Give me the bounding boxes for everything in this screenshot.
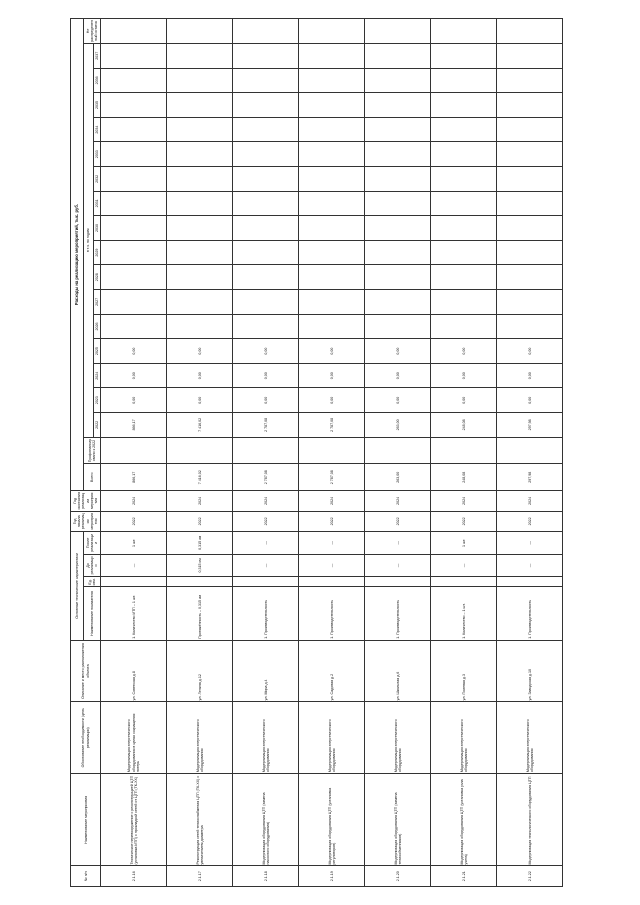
- cell-year-value: [431, 314, 497, 339]
- header-need: Обоснование необходимости (цель реализации): [71, 702, 101, 774]
- cell-name: Реконструкция сетей теплоснабжения ЦТП (ТК-XX) с увеличением диаметра: [167, 774, 233, 866]
- cell-before: 0,315 км: [167, 554, 233, 577]
- cell-year-start: 2022: [365, 511, 431, 532]
- cell-year-value: [299, 117, 365, 142]
- cell-after: —: [233, 532, 299, 555]
- cell-year-value: [101, 167, 167, 192]
- cell-year-value: [233, 216, 299, 241]
- cell-year-value: 0,00: [365, 363, 431, 388]
- cell-name: Модернизация оборудования ЦТП (замена теплообменников): [365, 774, 431, 866]
- cell-indicator: Протяжённость – 0,315 км: [167, 587, 233, 640]
- cell-year-value: 0,00: [167, 363, 233, 388]
- header-year-2029: 2029: [94, 240, 101, 265]
- cell-year-value: [431, 216, 497, 241]
- cell-indicator: 1. Производительность: [299, 587, 365, 640]
- cell-year-value: [497, 142, 563, 167]
- cell-object: ул. Мира д.4: [233, 640, 299, 702]
- table-row: [431, 19, 497, 887]
- cell-undistributed: [431, 19, 497, 44]
- cell-year-value: [101, 68, 167, 93]
- cell-year-value: [365, 43, 431, 68]
- cell-num: 2.1.21: [431, 866, 497, 887]
- cell-name: Модернизация оборудования ЦТП (установка узла учета): [431, 774, 497, 866]
- cell-year-value: [101, 43, 167, 68]
- cell-year-value: [233, 117, 299, 142]
- cell-year-value: [299, 290, 365, 315]
- cell-year-value: [167, 167, 233, 192]
- cell-year-value: [497, 240, 563, 265]
- cell-year-value: 297,98: [497, 413, 563, 438]
- cell-year-value: [101, 142, 167, 167]
- cell-year-value: [233, 290, 299, 315]
- cell-indicator: 1. Производительность: [497, 587, 563, 640]
- cell-year-value: [299, 43, 365, 68]
- cell-year-value: [497, 43, 563, 68]
- header-total: Всего: [84, 464, 101, 491]
- cell-year-value: [299, 314, 365, 339]
- cell-year-value: [167, 191, 233, 216]
- cell-year-start: 2022: [233, 511, 299, 532]
- cell-undistributed: [365, 19, 431, 44]
- cell-year-value: [365, 191, 431, 216]
- header-year-2028: 2028: [94, 265, 101, 290]
- cell-year-start: 2022: [431, 511, 497, 532]
- cell-before: —: [299, 554, 365, 577]
- header-costs-title: Расходы на реализацию мероприятий, тыс. руб.: [71, 19, 84, 491]
- cell-year-value: [299, 265, 365, 290]
- cell-year-value: [299, 142, 365, 167]
- cell-need: Модернизация энергетического оборудования: [299, 702, 365, 774]
- cell-year-value: [167, 68, 233, 93]
- cell-before: —: [233, 554, 299, 577]
- cell-year-value: 0,00: [233, 339, 299, 364]
- cell-year-value: [365, 142, 431, 167]
- cell-after: 0,315 км: [167, 532, 233, 555]
- cell-year-value: [167, 117, 233, 142]
- cell-num: 2.1.18: [233, 866, 299, 887]
- cell-year-value: 0,00: [299, 339, 365, 364]
- cell-year-value: [233, 142, 299, 167]
- cell-object: ул. Ленина д.12: [167, 640, 233, 702]
- cell-year-value: 0,00: [365, 339, 431, 364]
- cell-total: 866,17: [101, 464, 167, 491]
- cell-year-value: [299, 191, 365, 216]
- table-row: [101, 19, 167, 887]
- cell-name: Модернизация оборудования ЦТП (замена насосного оборудования): [233, 774, 299, 866]
- header-year-2033: 2033: [94, 142, 101, 167]
- cell-after: —: [299, 532, 365, 555]
- cell-object: ул. Заводская д.10: [497, 640, 563, 702]
- header-year-2034: 2034: [94, 117, 101, 142]
- header-by-years: в т.ч. по годам: [84, 43, 94, 437]
- cell-year-value: [101, 93, 167, 118]
- cell-year-end: 2024: [167, 491, 233, 512]
- cell-unit: [365, 577, 431, 587]
- cell-year-value: [497, 265, 563, 290]
- cell-year-value: 2 787,08: [299, 413, 365, 438]
- cell-year-value: [101, 117, 167, 142]
- cell-year-value: [167, 43, 233, 68]
- cell-year-value: [167, 216, 233, 241]
- table-row: [167, 19, 233, 887]
- cell-year-value: [365, 68, 431, 93]
- cell-year-value: 0,00: [299, 363, 365, 388]
- cell-year-value: [167, 240, 233, 265]
- cell-object: ул. Полевая д.3: [431, 640, 497, 702]
- cell-year-value: 7 416,02: [167, 413, 233, 438]
- rotated-document-sheet: [70, 18, 604, 887]
- cell-year-value: [497, 191, 563, 216]
- cell-year-value: [101, 290, 167, 315]
- cell-year-value: [233, 167, 299, 192]
- cell-year-value: 248,08: [431, 413, 497, 438]
- cell-year-value: [101, 191, 167, 216]
- cell-year-value: [365, 314, 431, 339]
- cell-year-value: [233, 191, 299, 216]
- header-year-2022: 2022: [94, 413, 101, 438]
- header-year-start: Год начала реализации мероприятия: [71, 511, 101, 532]
- cell-year-value: [101, 314, 167, 339]
- cell-unit: [233, 577, 299, 587]
- cell-year-value: 0,00: [497, 363, 563, 388]
- cell-year-value: 263,00: [365, 413, 431, 438]
- cell-year-value: [431, 68, 497, 93]
- cell-year-value: [299, 240, 365, 265]
- cell-name: Модернизация технологического оборудования ЦТП: [497, 774, 563, 866]
- cell-before: —: [497, 554, 563, 577]
- cell-total: 2 787,08: [233, 464, 299, 491]
- cell-indicator: 1. Количество – 1 шт.: [431, 587, 497, 640]
- cell-year-value: 0,00: [101, 339, 167, 364]
- cell-year-value: [497, 117, 563, 142]
- header-year-2035: 2035: [94, 93, 101, 118]
- header-year-2037: 2037: [94, 43, 101, 68]
- cell-year-value: [497, 68, 563, 93]
- cell-after: 1 шт.: [101, 532, 167, 555]
- cell-year-value: [101, 240, 167, 265]
- cell-undistributed: [233, 19, 299, 44]
- cell-after: —: [365, 532, 431, 555]
- cell-year-value: [299, 68, 365, 93]
- cell-year-value: [497, 167, 563, 192]
- cell-prev: [101, 437, 167, 464]
- cell-num: 2.1.16: [101, 866, 167, 887]
- header-unit: Ед. изм.: [84, 577, 101, 587]
- cell-year-value: [431, 290, 497, 315]
- header-year-2023: 2023: [94, 388, 101, 413]
- cell-year-value: 0,00: [299, 388, 365, 413]
- cell-year-end: 2024: [299, 491, 365, 512]
- cell-num: 2.1.22: [497, 866, 563, 887]
- cell-total: 7 416,02: [167, 464, 233, 491]
- cell-name: Модернизация оборудования ЦТП (установка регуляторов): [299, 774, 365, 866]
- cell-year-value: [497, 216, 563, 241]
- cell-year-value: [167, 265, 233, 290]
- cell-year-value: [101, 216, 167, 241]
- cell-object: ул. Советская д.8: [101, 640, 167, 702]
- cell-need: Модернизация энергетического оборудования в целях сокращения потерь: [101, 702, 167, 774]
- cell-year-value: [101, 265, 167, 290]
- cell-prev: [167, 437, 233, 464]
- cell-year-value: 0,00: [365, 388, 431, 413]
- cell-year-start: 2022: [299, 511, 365, 532]
- cell-year-value: [497, 290, 563, 315]
- cell-year-value: 0,00: [233, 363, 299, 388]
- cell-year-value: [431, 265, 497, 290]
- cell-year-value: [431, 167, 497, 192]
- cell-year-end: 2024: [233, 491, 299, 512]
- cell-year-value: [365, 265, 431, 290]
- header-year-2025: 2025: [94, 339, 101, 364]
- cell-year-value: 0,00: [497, 388, 563, 413]
- header-indicator: Наименование показателя: [84, 587, 101, 640]
- cell-year-value: [233, 265, 299, 290]
- cell-unit: [431, 577, 497, 587]
- cell-year-end: 2024: [101, 491, 167, 512]
- header-prev: Профинансировано к 2022: [84, 437, 101, 464]
- cell-indicator: 1. Количество ИТП – 1 шт.: [101, 587, 167, 640]
- cell-year-value: [365, 93, 431, 118]
- cell-year-value: 866,17: [101, 413, 167, 438]
- cell-year-value: [299, 93, 365, 118]
- cell-undistributed: [299, 19, 365, 44]
- cell-need: Модернизация энергетического оборудования: [233, 702, 299, 774]
- header-year-2030: 2030: [94, 216, 101, 241]
- cell-year-end: 2024: [431, 491, 497, 512]
- header-tech: Основные технические характеристики: [71, 532, 84, 641]
- cell-undistributed: [101, 19, 167, 44]
- cell-year-value: 0,00: [497, 339, 563, 364]
- cell-year-start: 2022: [101, 511, 167, 532]
- cell-indicator: 1. Производительность: [365, 587, 431, 640]
- cell-indicator: 1. Производительность: [233, 587, 299, 640]
- cell-prev: [365, 437, 431, 464]
- table-row: [233, 19, 299, 887]
- investment-table: [70, 18, 563, 887]
- cell-prev: [497, 437, 563, 464]
- cell-total: 263,00: [365, 464, 431, 491]
- cell-undistributed: [167, 19, 233, 44]
- cell-prev: [299, 437, 365, 464]
- header-year-2027: 2027: [94, 290, 101, 315]
- cell-name: Техническое перевооружение с реконструкцией ЦТП (установка ИТП) с прокладкой сетей от ЦТП (ТК-XX): [101, 774, 167, 866]
- cell-year-start: 2022: [167, 511, 233, 532]
- cell-year-value: [233, 93, 299, 118]
- cell-year-end: 2024: [365, 491, 431, 512]
- cell-year-value: [299, 167, 365, 192]
- cell-need: Модернизация энергетического оборудования: [497, 702, 563, 774]
- cell-total: 297,98: [497, 464, 563, 491]
- header-name: Наименование мероприятия: [71, 774, 101, 866]
- cell-before: —: [365, 554, 431, 577]
- cell-year-value: [431, 117, 497, 142]
- header-object: Описание и место расположения объекта: [71, 640, 101, 702]
- cell-year-value: [497, 93, 563, 118]
- cell-year-value: [365, 167, 431, 192]
- cell-year-value: 0,00: [167, 339, 233, 364]
- cell-year-value: 0,00: [431, 388, 497, 413]
- header-year-2032: 2032: [94, 167, 101, 192]
- cell-prev: [431, 437, 497, 464]
- cell-year-value: 0,00: [431, 339, 497, 364]
- cell-year-value: [431, 93, 497, 118]
- header-year-end: Год окончания реализации мероприятия: [71, 491, 101, 512]
- header-undistributed: Не распределенный остаток: [84, 19, 101, 44]
- cell-year-value: [233, 43, 299, 68]
- header-after: После реализации: [84, 532, 101, 555]
- cell-year-value: 0,00: [233, 388, 299, 413]
- cell-year-value: [299, 216, 365, 241]
- cell-year-value: [167, 290, 233, 315]
- header-year-2024: 2024: [94, 363, 101, 388]
- cell-year-value: [431, 240, 497, 265]
- cell-need: Модернизация энергетического оборудования: [431, 702, 497, 774]
- table-body: [101, 19, 563, 887]
- cell-year-value: 0,00: [167, 388, 233, 413]
- cell-need: Модернизация энергетического оборудования: [365, 702, 431, 774]
- cell-year-value: [233, 68, 299, 93]
- cell-num: 2.1.20: [365, 866, 431, 887]
- cell-total: 248,08: [431, 464, 497, 491]
- cell-year-value: [431, 191, 497, 216]
- cell-unit: [167, 577, 233, 587]
- cell-year-value: 0,00: [101, 388, 167, 413]
- cell-after: —: [497, 532, 563, 555]
- cell-object: ул. Школьная д.6: [365, 640, 431, 702]
- cell-year-value: [431, 43, 497, 68]
- cell-year-value: [365, 117, 431, 142]
- cell-year-end: 2024: [497, 491, 563, 512]
- cell-year-value: [233, 240, 299, 265]
- cell-before: —: [101, 554, 167, 577]
- header-num: № п/п: [71, 866, 101, 887]
- cell-year-value: 2 787,08: [233, 413, 299, 438]
- cell-object: ул. Садовая д.2: [299, 640, 365, 702]
- cell-year-value: [497, 314, 563, 339]
- cell-undistributed: [497, 19, 563, 44]
- cell-num: 2.1.19: [299, 866, 365, 887]
- cell-before: —: [431, 554, 497, 577]
- cell-total: 2 787,08: [299, 464, 365, 491]
- cell-unit: [101, 577, 167, 587]
- cell-unit: [299, 577, 365, 587]
- cell-year-value: [365, 216, 431, 241]
- cell-year-value: [167, 93, 233, 118]
- header-year-2026: 2026: [94, 314, 101, 339]
- table-row: [497, 19, 563, 887]
- table-row: [365, 19, 431, 887]
- cell-need: Модернизация энергетического оборудования: [167, 702, 233, 774]
- cell-year-value: 0,00: [431, 363, 497, 388]
- cell-num: 2.1.17: [167, 866, 233, 887]
- cell-year-value: [431, 142, 497, 167]
- cell-year-start: 2022: [497, 511, 563, 532]
- cell-prev: [233, 437, 299, 464]
- cell-year-value: [167, 142, 233, 167]
- cell-unit: [497, 577, 563, 587]
- table-row: [299, 19, 365, 887]
- header-year-2031: 2031: [94, 191, 101, 216]
- cell-year-value: [233, 314, 299, 339]
- cell-year-value: 0,00: [101, 363, 167, 388]
- header-before: До реализации: [84, 554, 101, 577]
- cell-year-value: [365, 240, 431, 265]
- cell-year-value: [365, 290, 431, 315]
- cell-year-value: [167, 314, 233, 339]
- header-year-2036: 2036: [94, 68, 101, 93]
- cell-after: 1 шт.: [431, 532, 497, 555]
